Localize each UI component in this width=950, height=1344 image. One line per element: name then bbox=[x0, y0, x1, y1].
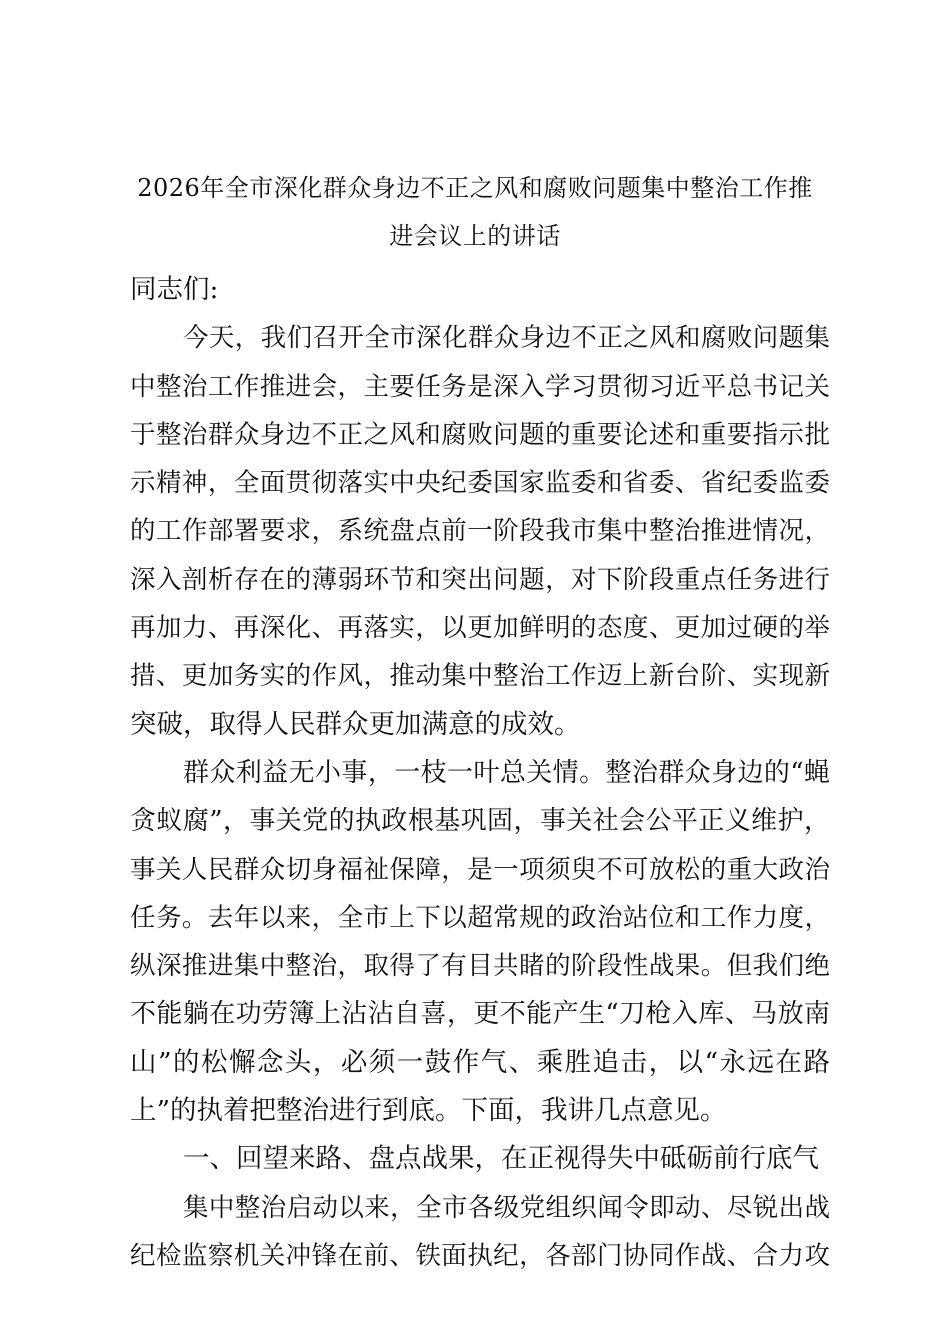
title-line: 进会议上的讲话 bbox=[389, 222, 561, 251]
paragraph-line: 任务。去年以来，全市上下以超常规的政治站位和工作力度， bbox=[130, 902, 830, 933]
paragraph-line: 纪检监察机关冲锋在前、铁面执纪，各部门协同作战、合力攻 bbox=[130, 1240, 830, 1271]
paragraph-line: 不能躺在功劳簿上沾沾自喜，更不能产生“刀枪入库、马放南 bbox=[130, 999, 830, 1030]
salutation: 同志们: bbox=[130, 274, 219, 305]
paragraph-line: 措、更加务实的作风，推动集中整治工作迈上新台阶、实现新 bbox=[130, 661, 830, 692]
paragraph-line: 群众利益无小事，一枝一叶总关情。整治群众身边的“蝇 bbox=[183, 757, 830, 788]
paragraph-opening bbox=[130, 314, 830, 749]
paragraph-line: 示精神，全面贯彻落实中央纪委国家监委和省委、省纪委监委 bbox=[130, 468, 830, 499]
paragraph-line: 突破，取得人民群众更加满意的成效。 bbox=[130, 708, 581, 740]
paragraph-line: 深入剖析存在的薄弱环节和突出问题，对下阶段重点任务进行 bbox=[130, 564, 830, 595]
document-title bbox=[120, 164, 830, 261]
section-heading-1 bbox=[130, 1135, 830, 1183]
paragraph-line: 山”的松懈念头，必须一鼓作气、乘胜追击，以“永远在路 bbox=[130, 1046, 830, 1078]
paragraph-line: 集中整治启动以来，全市各级党组织闻令即动、尽锐出战 bbox=[183, 1192, 830, 1223]
paragraph-line: 中整治工作推进会，主要任务是深入学习贯彻习近平总书记关 bbox=[130, 371, 830, 402]
paragraph-line: 贪蚁腐”，事关党的执政根基巩固，事关社会公平正义维护， bbox=[130, 806, 830, 837]
paragraph-section-1 bbox=[130, 1184, 830, 1281]
paragraph-context bbox=[130, 749, 830, 1135]
title-line: 2026年全市深化群众身边不正之风和腐败问题集中整治工作推 bbox=[137, 174, 813, 202]
paragraph-line: 今天，我们召开全市深化群众身边不正之风和腐败问题集 bbox=[183, 323, 830, 354]
paragraph-line: 上”的执着把整治进行到底。下面，我讲几点意见。 bbox=[130, 1095, 727, 1127]
paragraph-line: 再加力、再深化、再落实，以更加鲜明的态度、更加过硬的举 bbox=[130, 613, 830, 644]
paragraph-line: 事关人民群众切身福祉保障，是一项须臾不可放松的重大政治 bbox=[130, 854, 830, 885]
paragraph-line: 于整治群众身边不正之风和腐败问题的重要论述和重要指示批 bbox=[130, 419, 830, 450]
paragraph-line: 纵深推进集中整治，取得了有目共睹的阶段性战果。但我们绝 bbox=[130, 951, 830, 982]
document-body bbox=[130, 266, 830, 1280]
section-heading-line: 一、回望来路、盘点战果，在正视得失中砥砺前行底气 bbox=[183, 1143, 819, 1175]
paragraph-line: 的工作部署要求，系统盘点前一阶段我市集中整治推进情况， bbox=[130, 516, 830, 547]
